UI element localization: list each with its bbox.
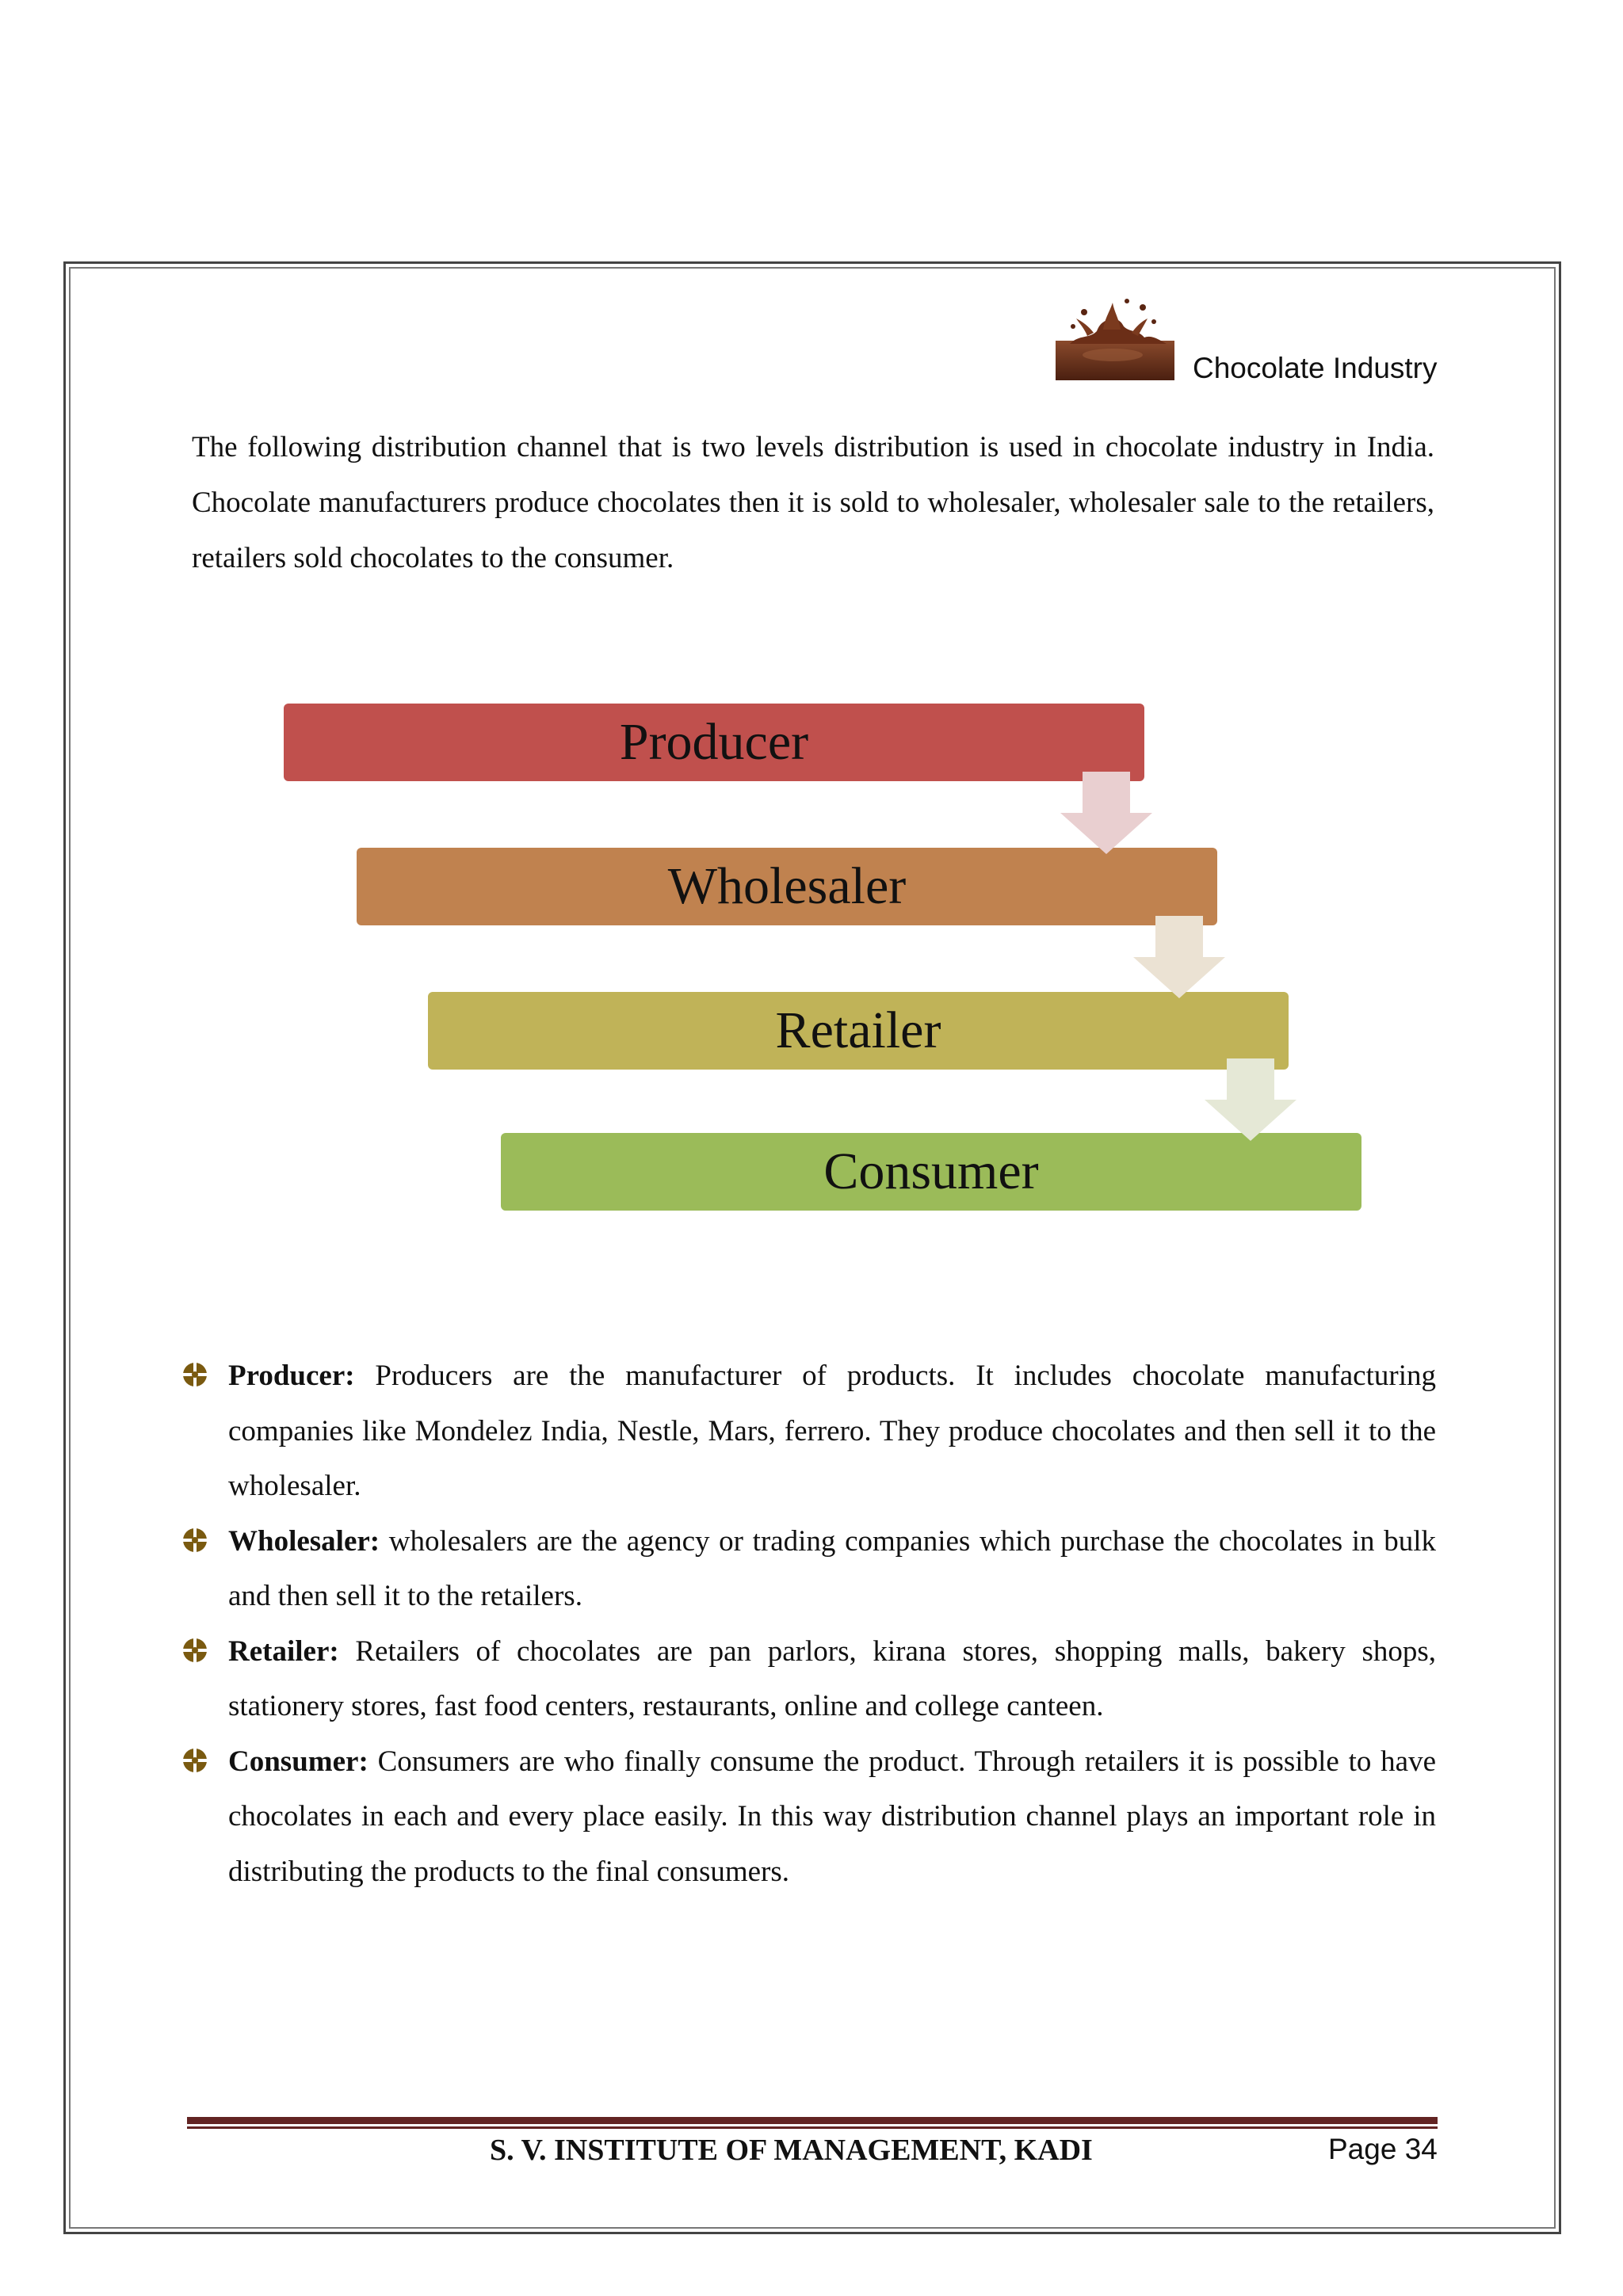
bullet-term: Retailer:	[228, 1634, 339, 1668]
bullet-icon	[182, 1748, 208, 1773]
bullet-term: Wholesaler:	[228, 1524, 380, 1558]
bullet-wholesaler	[182, 1514, 1436, 1624]
page-number: Page 34	[1328, 2133, 1438, 2165]
header-title: Chocolate Industry	[1193, 352, 1438, 384]
footer-rule-thin	[187, 2126, 1438, 2129]
bullet-text: Retailers of chocolates are pan parlors, kirana stores, shopping malls, bakery shops, stationery stores, fast food centers, restaurants, online and college canteen.	[228, 1634, 1436, 1722]
stage-consumer-label: Consumer	[823, 1142, 1039, 1200]
footer-institute: S. V. INSTITUTE OF MANAGEMENT, KADI	[490, 2134, 1093, 2167]
bullet-consumer	[182, 1734, 1436, 1900]
stage-consumer	[501, 1133, 1361, 1211]
stage-wholesaler	[357, 848, 1217, 925]
bullet-icon	[182, 1638, 208, 1663]
bullet-producer	[182, 1348, 1436, 1514]
chocolate-splash-icon	[1056, 295, 1174, 380]
stage-producer	[284, 704, 1144, 781]
footer-rule	[187, 2117, 1438, 2124]
bullet-term: Producer:	[228, 1360, 355, 1392]
down-arrow-icon	[1133, 916, 1225, 998]
bullet-term: Consumer:	[228, 1745, 369, 1778]
bullet-text: wholesalers are the agency or trading companies which purchase the chocolates in bulk and then sell it to the retailers.	[228, 1524, 1436, 1612]
stage-retailer	[428, 992, 1289, 1070]
bullet-retailer	[182, 1624, 1436, 1734]
down-arrow-icon	[1205, 1058, 1296, 1141]
stage-retailer-label: Retailer	[775, 1001, 941, 1059]
bullet-list	[182, 1348, 1436, 1899]
bullet-text: Producers are the manufacturer of products. It includes chocolate manufacturing companies like Mondelez India, Nestle, Mars, ferrero. They produce chocolates and then sell it to the wholesaler.	[228, 1360, 1436, 1502]
down-arrow-icon	[1060, 772, 1152, 854]
bullet-icon	[182, 1527, 208, 1553]
stage-producer-label: Producer	[619, 713, 809, 771]
bullet-icon	[182, 1362, 208, 1387]
stage-wholesaler-label: Wholesaler	[667, 857, 907, 915]
intro-paragraph: The following distribution channel that is two levels distribution is used in chocolate industry in India. Chocolate manufacturers produce chocolates then it is sold to wholesaler, wholesaler sale to the retailers, retailers sold chocolates to the consumer.	[192, 431, 1434, 574]
bullet-text: Consumers are who finally consume the product. Through retailers it is possible to have chocolates in each and every place easily. In this way distribution channel plays an important role in distributing the products to the final consumers.	[228, 1745, 1436, 1888]
